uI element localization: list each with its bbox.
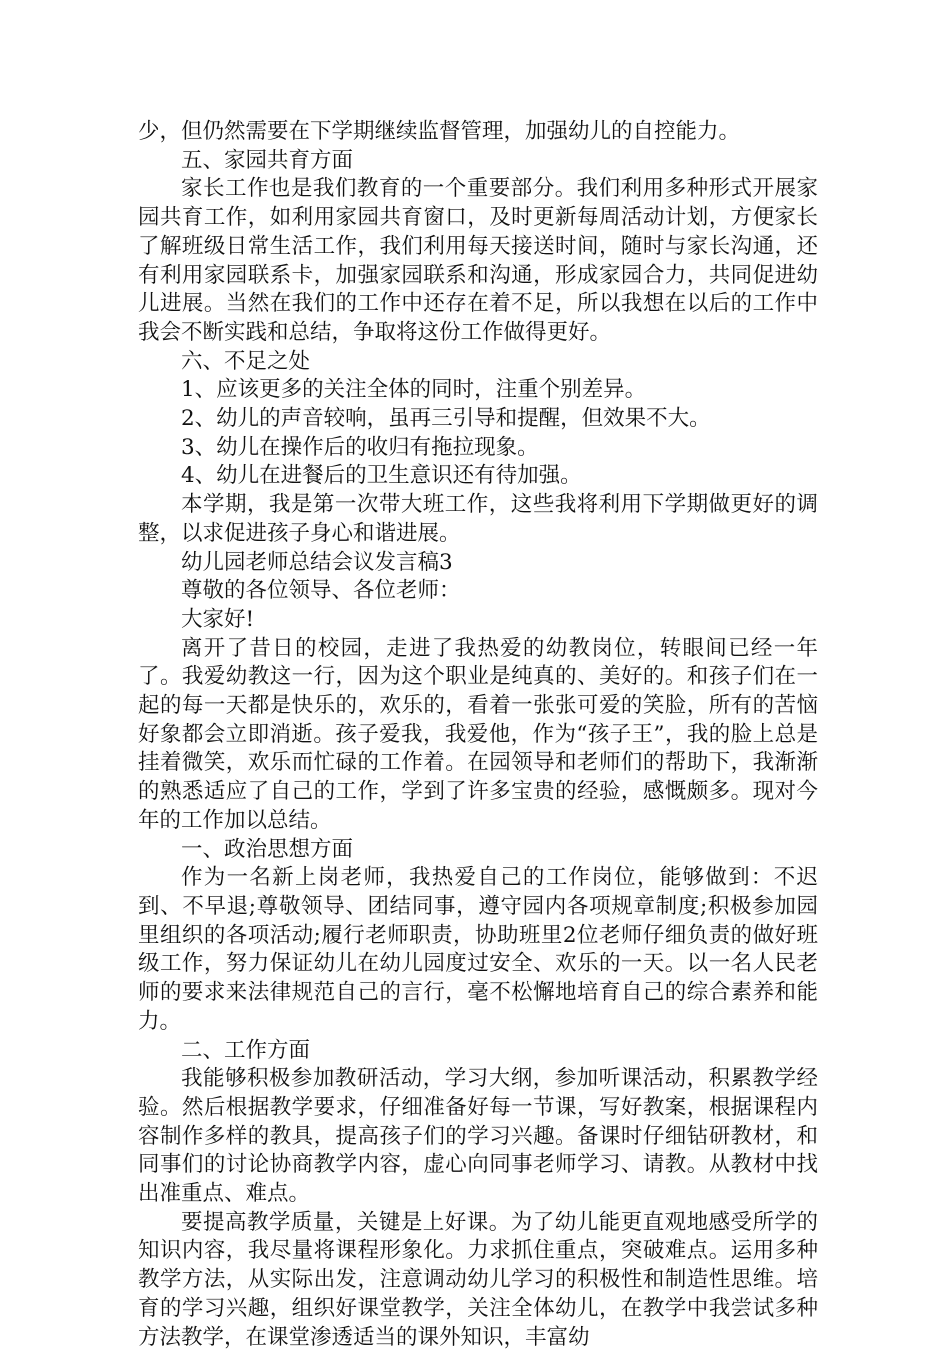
list-item: 2、幼儿的声音较响，虽再三引导和提醒，但效果不大。 <box>181 406 711 432</box>
paragraph: 少，但仍然需要在下学期继续监督管理，加强幼儿的自控能力。 <box>138 119 741 144</box>
list-item: 1、应该更多的关注全体的同时，注重个别差异。 <box>181 377 647 403</box>
section-heading: 五、家园共育方面 <box>181 147 354 173</box>
document-body <box>138 118 818 1352</box>
list-item: 3、幼儿在操作后的收归有拖拉现象。 <box>181 434 539 460</box>
document-title: 幼儿园老师总结会议发言稿3 <box>181 549 453 575</box>
section-heading: 二、工作方面 <box>181 1037 311 1063</box>
section-heading: 六、不足之处 <box>181 348 311 374</box>
salutation: 尊敬的各位领导、各位老师： <box>181 578 461 604</box>
paragraph: 要提高教学质量，关键是上好课。为了幼儿能更直观地感受所学的知识内容，我尽量将课程形象化。力求抓住重点，突破难点。运用多种教学方法，从实际出发，注意调动幼儿学习的积极性和制造性思维。培育的学习兴趣，组织好课堂教学，关注全体幼儿，在教学中我尝试多种方法教学，在课堂渗透适当的课外知识，丰富幼 <box>138 1209 818 1350</box>
paragraph: 家长工作也是我们教育的一个重要部分。我们利用多种形式开展家园共育工作，如利用家园共育窗口，及时更新每周活动计划，方便家长了解班级日常生活工作，我们利用每天接送时间，随时与家长沟通，还有利用家园联系卡，加强家园联系和沟通，形成家园合力，共同促进幼儿进展。当然在我们的工作中还存在着不足，所以我想在以后的工作中我会不断实践和总结，争取将这份工作做得更好。 <box>138 176 818 345</box>
paragraph: 我能够积极参加教研活动，学习大纲，参加听课活动，积累教学经验。然后根据教学要求，仔细准备好每一节课，写好教案，根据课程内容制作多样的教具，提高孩子们的学习兴趣。备课时仔细钻研教材，和同事们的讨论协商教学内容，虚心向同事老师学习、请教。从教材中找出准重点、难点。 <box>138 1066 818 1207</box>
paragraph: 离开了昔日的校园，走进了我热爱的幼教岗位，转眼间已经一年了。我爱幼教这一行，因为这个职业是纯真的、美好的。和孩子们在一起的每一天都是快乐的，欢乐的，看着一张张可爱的笑脸，所有的苦恼好象都会立即消逝。孩子爱我，我爱他，作为“孩子王”，我的脸上总是挂着微笑，欢乐而忙碌的工作着。在园领导和老师们的帮助下，我渐渐的熟悉适应了自己的工作，学到了许多宝贵的经验，感慨颇多。现对今年的工作加以总结。 <box>138 635 818 833</box>
greeting: 大家好! <box>181 606 255 632</box>
paragraph: 本学期，我是第一次带大班工作，这些我将利用下学期做更好的调整，以求促进孩子身心和谐进展。 <box>138 492 818 546</box>
list-item: 4、幼儿在进餐后的卫生意识还有待加强。 <box>181 463 582 489</box>
section-heading: 一、政治思想方面 <box>181 836 354 862</box>
paragraph: 作为一名新上岗老师，我热爱自己的工作岗位，能够做到：不迟到、不早退;尊敬领导、团结同事，遵守园内各项规章制度;积极参加园里组织的各项活动;履行老师职责，协助班里2位老师仔细负责的做好班级工作，努力保证幼儿在幼儿园度过安全、欢乐的一天。以一名人民老师的要求来法律规范自己的言行，毫不松懈地培育自己的综合素养和能力。 <box>138 865 818 1034</box>
